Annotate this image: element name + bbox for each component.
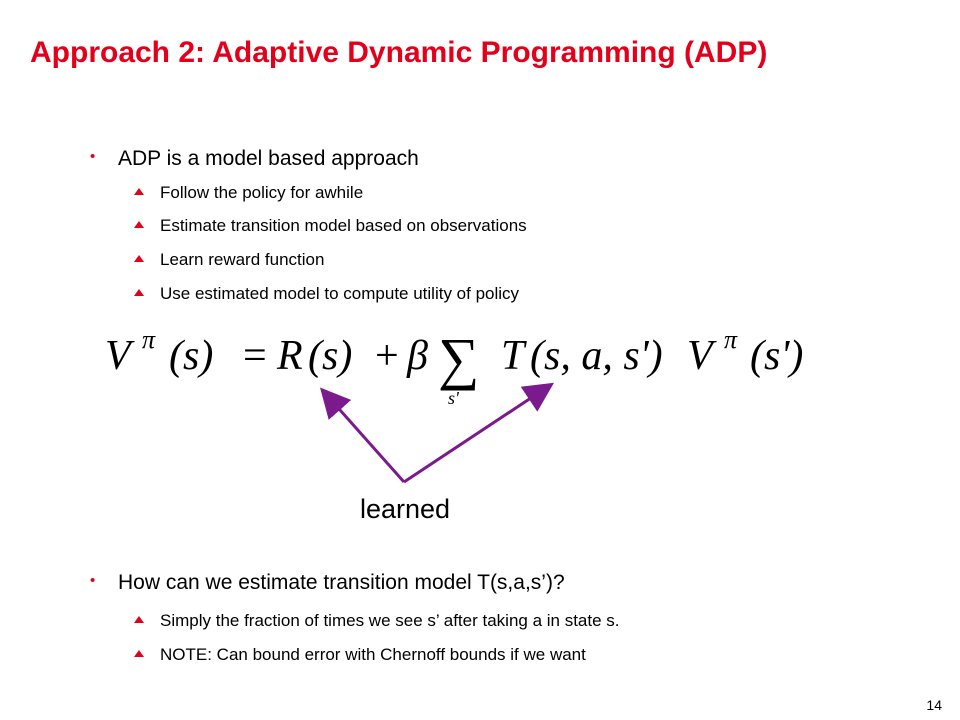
bullet-text: ADP is a model based approach: [118, 147, 419, 170]
formula-v2: V: [687, 333, 713, 379]
triangle-bullet-icon: [134, 616, 144, 623]
formula-v: V: [105, 333, 131, 379]
formula-r: R: [277, 333, 303, 379]
bullet-text: How can we estimate transition model T(s,a,s’)?: [118, 571, 565, 594]
formula-t-arg: (s, a, s'): [530, 333, 663, 379]
bullet-dot: •: [90, 148, 96, 165]
formula-equals: =: [243, 333, 267, 379]
formula-pi2: π: [724, 325, 738, 354]
sub-bullet-text: Follow the policy for awhile: [160, 183, 364, 202]
formula-sum-index: s': [448, 388, 459, 408]
formula-t: T: [501, 333, 525, 379]
arrow-to-reward: [324, 392, 404, 482]
bullet-dot: •: [90, 572, 96, 589]
sub-bullet-text: Simply the fraction of times we see s’ after taking a in state s.: [160, 611, 620, 630]
slide-title: Approach 2: Adaptive Dynamic Programming (ADP): [30, 36, 768, 69]
formula-beta: β: [407, 333, 428, 379]
formula-v2-arg: (s'): [750, 333, 804, 379]
arrow-to-transition: [404, 386, 549, 482]
sub-bullet-text: Use estimated model to compute utility of policy: [160, 284, 520, 303]
sub-bullet-text: Learn reward function: [160, 250, 325, 269]
formula-plus: +: [375, 333, 399, 379]
formula-r-arg: (s): [308, 333, 353, 379]
sub-bullet-text: NOTE: Can bound error with Chernoff bounds if we want: [160, 645, 586, 664]
page-number: 14: [926, 697, 942, 713]
learned-label: learned: [360, 494, 451, 524]
summation-icon: ∑: [438, 326, 480, 391]
triangle-bullet-icon: [134, 650, 144, 657]
sub-bullet-text: Estimate transition model based on observations: [160, 216, 527, 235]
formula-pi: π: [142, 325, 156, 354]
formula-lhs-arg: (s): [169, 333, 214, 379]
